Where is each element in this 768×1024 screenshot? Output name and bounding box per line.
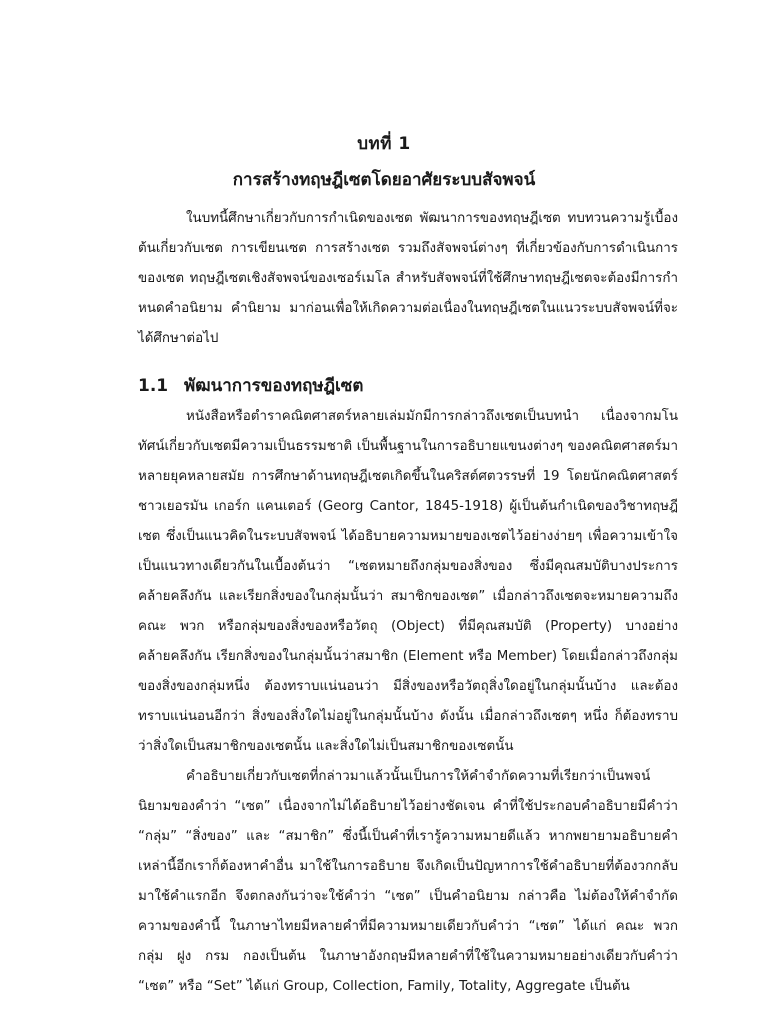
body-paragraph: คำอธิบายเกี่ยวกับเซตที่กล่าวมาแล้วนั้นเป็นการให้คำจำกัดความที่เรียกว่าเป็นพจน์นิยามของคำว่า “เซต” เนื่องจากไม่ได้อธิบายไว้อย่างชัดเจน คำที่ใช้ประกอบคำอธิบายมีคำว่า “กลุ่ม” “สิ่งของ” และ “สมาชิก” ซึ่งนี้เป็นคำที่เรารู้ความหมายดีแล้ว หากพยายามอธิบายคำเหล่านี้อีกเราก็ต้องหาคำอื่น มาใช้ในการอธิบาย จึงเกิดเป็นปัญหาการใช้คำอธิบายที่ต้องวกกลับมาใช้คำแรกอีก จึงตกลงกันว่าจะใช้คำว่า “เซต” เป็นคำอนิยาม กล่าวคือ ไม่ต้องให้คำจำกัดความของคำนี้ ในภาษาไทยมีหลายคำที่มีความหมายเดียวกับคำว่า “เซต” ได้แก่ คณะ พวก กลุ่ม ฝูง กรม กองเป็นต้น ในภาษาอังกฤษมีหลายคำที่ใช้ในความหมายอย่างเดียวกับคำว่า “เซต” หรือ “Set” ได้แก่ Group, Collection, Family, Totality, Aggregate เป็นต้น [138,769,678,994]
section-body [138,402,678,1002]
chapter-number: บทที่ 1 [357,134,411,154]
chapter-title: การสร้างทฤษฎีเซตโดยอาศัยระบบสัจพจน์ [232,170,536,190]
body-paragraph: หนังสือหรือตำราคณิตศาสตร์หลายเล่มมักมีการกล่าวถึงเซตเป็นบทนำ เนื่องจากมโนทัศน์เกี่ยวกับเซตมีความเป็นธรรมชาติ เป็นพื้นฐานในการอธิบายแขนงต่างๆ ของคณิตศาสตร์มาหลายยุคหลายสมัย การศึกษาด้านทฤษฎีเซตเกิดขึ้นในคริสต์ศตวรรษที่ 19 โดยนักคณิตศาสตร์ชาวเยอรมัน เกอร์ก แคนเตอร์ (Georg Cantor, 1845-1918) ผู้เป็นต้นกำเนิดของวิชาทฤษฎีเซต ซึ่งเป็นแนวคิดในระบบสัจพจน์ ได้อธิบายความหมายของเซตไว้อย่างง่ายๆ เพื่อความเข้าใจเป็นแนวทางเดียวกันในเบื้องต้นว่า “เซตหมายถึงกลุ่มของสิ่งของ ซึ่งมีคุณสมบัติบางประการคล้ายคลึงกัน และเรียกสิ่งของในกลุ่มนั้นว่า สมาชิกของเซต” เมื่อกล่าวถึงเซตจะหมายความถึง คณะ พวก หรือกลุ่มของสิ่งของหรือวัตถุ (Object) ที่มีคุณสมบัติ (Property) บางอย่างคล้ายคลึงกัน เรียกสิ่งของในกลุ่มนั้นว่าสมาชิก (Element หรือ Member) โดยเมื่อกล่าวถึงกลุ่มของสิ่งของกลุ่มหนึ่ง ต้องทราบแน่นอนว่า มีสิ่งของหรือวัตถุสิ่งใดอยู่ในกลุ่มนั้นบ้าง และต้องทราบแน่นอนอีกว่า สิ่งของสิ่งใดไม่อยู่ในกลุ่มนั้นบ้าง ดังนั้น เมื่อกล่าวถึงเซตๆ หนึ่ง ก็ต้องทราบว่าสิ่งใดเป็นสมาชิกของเซตนั้น และสิ่งใดไม่เป็นสมาชิกของเซตนั้น [138,409,678,754]
intro-section [138,204,678,354]
section-number: 1.1 [138,376,169,396]
intro-paragraph: ในบทนี้ศึกษาเกี่ยวกับการกำเนิดของเซต พัฒนาการของทฤษฎีเซต ทบทวนความรู้เบื้องต้นเกี่ยวกับเซต การเขียนเซต การสร้างเซต รวมถึงสัจพจน์ต่างๆ ที่เกี่ยวข้องกับการดำเนินการของเซต ทฤษฎีเซตเชิงสัจพจน์ของเซอร์เมโล สำหรับสัจพจน์ที่ใช้ศึกษาทฤษฎีเซตจะต้องมีการกำหนดคำอนิยาม คำนิยาม มาก่อนเพื่อให้เกิดความต่อเนื่องในทฤษฎีเซตในแนวระบบสัจพจน์ที่จะได้ศึกษาต่อไป [138,211,678,346]
section-title: พัฒนาการของทฤษฎีเซต [184,376,364,396]
section-heading [138,372,678,399]
